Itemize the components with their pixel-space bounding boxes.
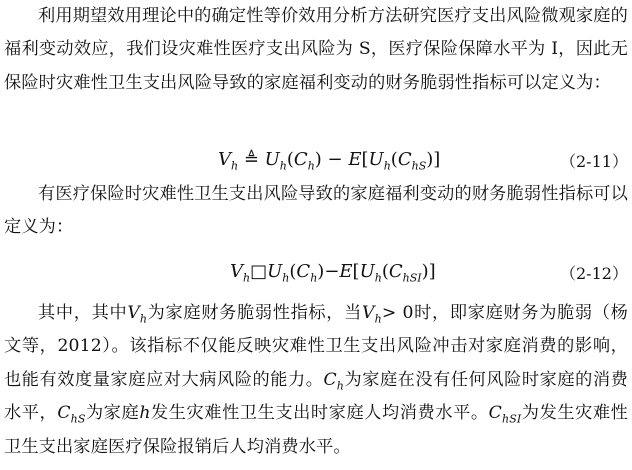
eq2-arg1-sub: h [310,271,318,285]
p3-var-v-sub: h [139,312,148,326]
eq1-paren-open: ( [286,149,294,170]
paragraph-definitions [4,297,628,464]
eq2-arg1: C [296,261,311,282]
eq1-paren2-close: ) [426,149,434,170]
p3-text-6: 发生灾难性卫生支出时家庭人均消费水平。 [150,403,489,424]
p3-var-v2: V [362,303,375,323]
p3-text-3: > 0时，即家庭财务为脆弱（杨文等，2012）。该指标不仅能反映灾难性卫生支出风险冲击对家庭消费的影响，也能有效度量家庭应对大病风险的能力。 [4,303,628,390]
paragraph-intro: 利用期望效用理论中的确定性等价效用分析方法研究医疗支出风险微观家庭的福利变动效应，我们设灾难性医疗支出风险为 S，医疗保险保障水平为 I，因此无保险时灾难性卫生支出风险导致的家庭福利变动的财务脆弱性指标可以定义为： [4,6,628,93]
p3-text-1: 其中，其中 [38,303,128,323]
equation-number-2-11: （2-11） [560,152,628,171]
eq2-bracket-close: ] [428,261,436,282]
p3-var-v2-sub: h [374,312,382,326]
equation-2-12 [0,257,632,291]
eq2-lhs: V [230,261,243,282]
eq2-paren2-close: ) [421,261,429,282]
eq1-bracket-close: ] [433,149,441,170]
p3-var-h: h [139,403,151,424]
eq1-u1-sub: h [279,159,287,173]
eq1-lhs-sub: h [231,159,239,173]
p3-var-c2-sub: hS [70,412,86,426]
p3-text-5: 为家庭 [85,403,140,424]
eq1-expectation: E [348,149,362,170]
eq2-u2-sub: h [374,271,382,285]
eq2-paren-close: ) [317,261,325,282]
eq2-paren-open: ( [289,261,297,282]
eq1-arg2: C [397,149,412,170]
eq2-u1: U [267,261,283,282]
equation-number-2-12: （2-12） [560,264,628,283]
p3-text-4: 为家庭在没有任何风险时家庭的消费水平， [4,369,628,424]
eq1-arg1-sub: h [307,159,315,173]
p3-var-c3: C [488,403,502,424]
eq1-u1: U [264,149,280,170]
equation-2-11-formula [218,149,441,173]
p3-var-c: C [323,369,337,390]
equation-2-12-formula [230,261,436,285]
eq1-paren-close: ) [314,149,322,170]
p3-var-c3-sub: hSI [501,412,522,426]
eq1-bracket-open: [ [361,149,369,170]
p3-var-c2: C [57,403,71,424]
eq1-paren2-open: ( [390,149,398,170]
eq1-rel: ≜ [238,149,265,170]
equation-2-11 [0,145,632,179]
eq1-arg1: C [293,149,308,170]
eq2-u1-sub: h [282,271,290,285]
eq2-minus: − [324,261,340,282]
eq1-u2: U [368,149,384,170]
eq2-arg2-sub: hSI [402,271,422,285]
eq1-arg2-sub: hS [411,159,427,173]
p3-var-v: V [127,303,140,323]
eq1-u2-sub: h [383,159,391,173]
eq2-lhs-sub: h [243,271,251,285]
eq2-u2: U [359,261,375,282]
eq2-expectation: E [339,261,353,282]
eq1-lhs: V [218,149,231,170]
eq2-arg2: C [388,261,403,282]
paragraph-insured: 有医疗保险时灾难性卫生支出风险导致的家庭福利变动的财务脆弱性指标可以定义为： [4,184,628,238]
p3-var-c-sub: h [336,379,345,393]
eq2-paren2-open: ( [381,261,389,282]
p3-text-2: 为家庭财务脆弱性指标，当 [147,303,363,323]
eq1-minus: − [321,149,349,170]
eq2-bracket-open: [ [352,261,360,282]
p3-text-7: 为发生灾难性卫生支出家庭医疗保险报销后人均消费水平。 [4,403,629,457]
eq2-rel: □ [250,261,268,282]
